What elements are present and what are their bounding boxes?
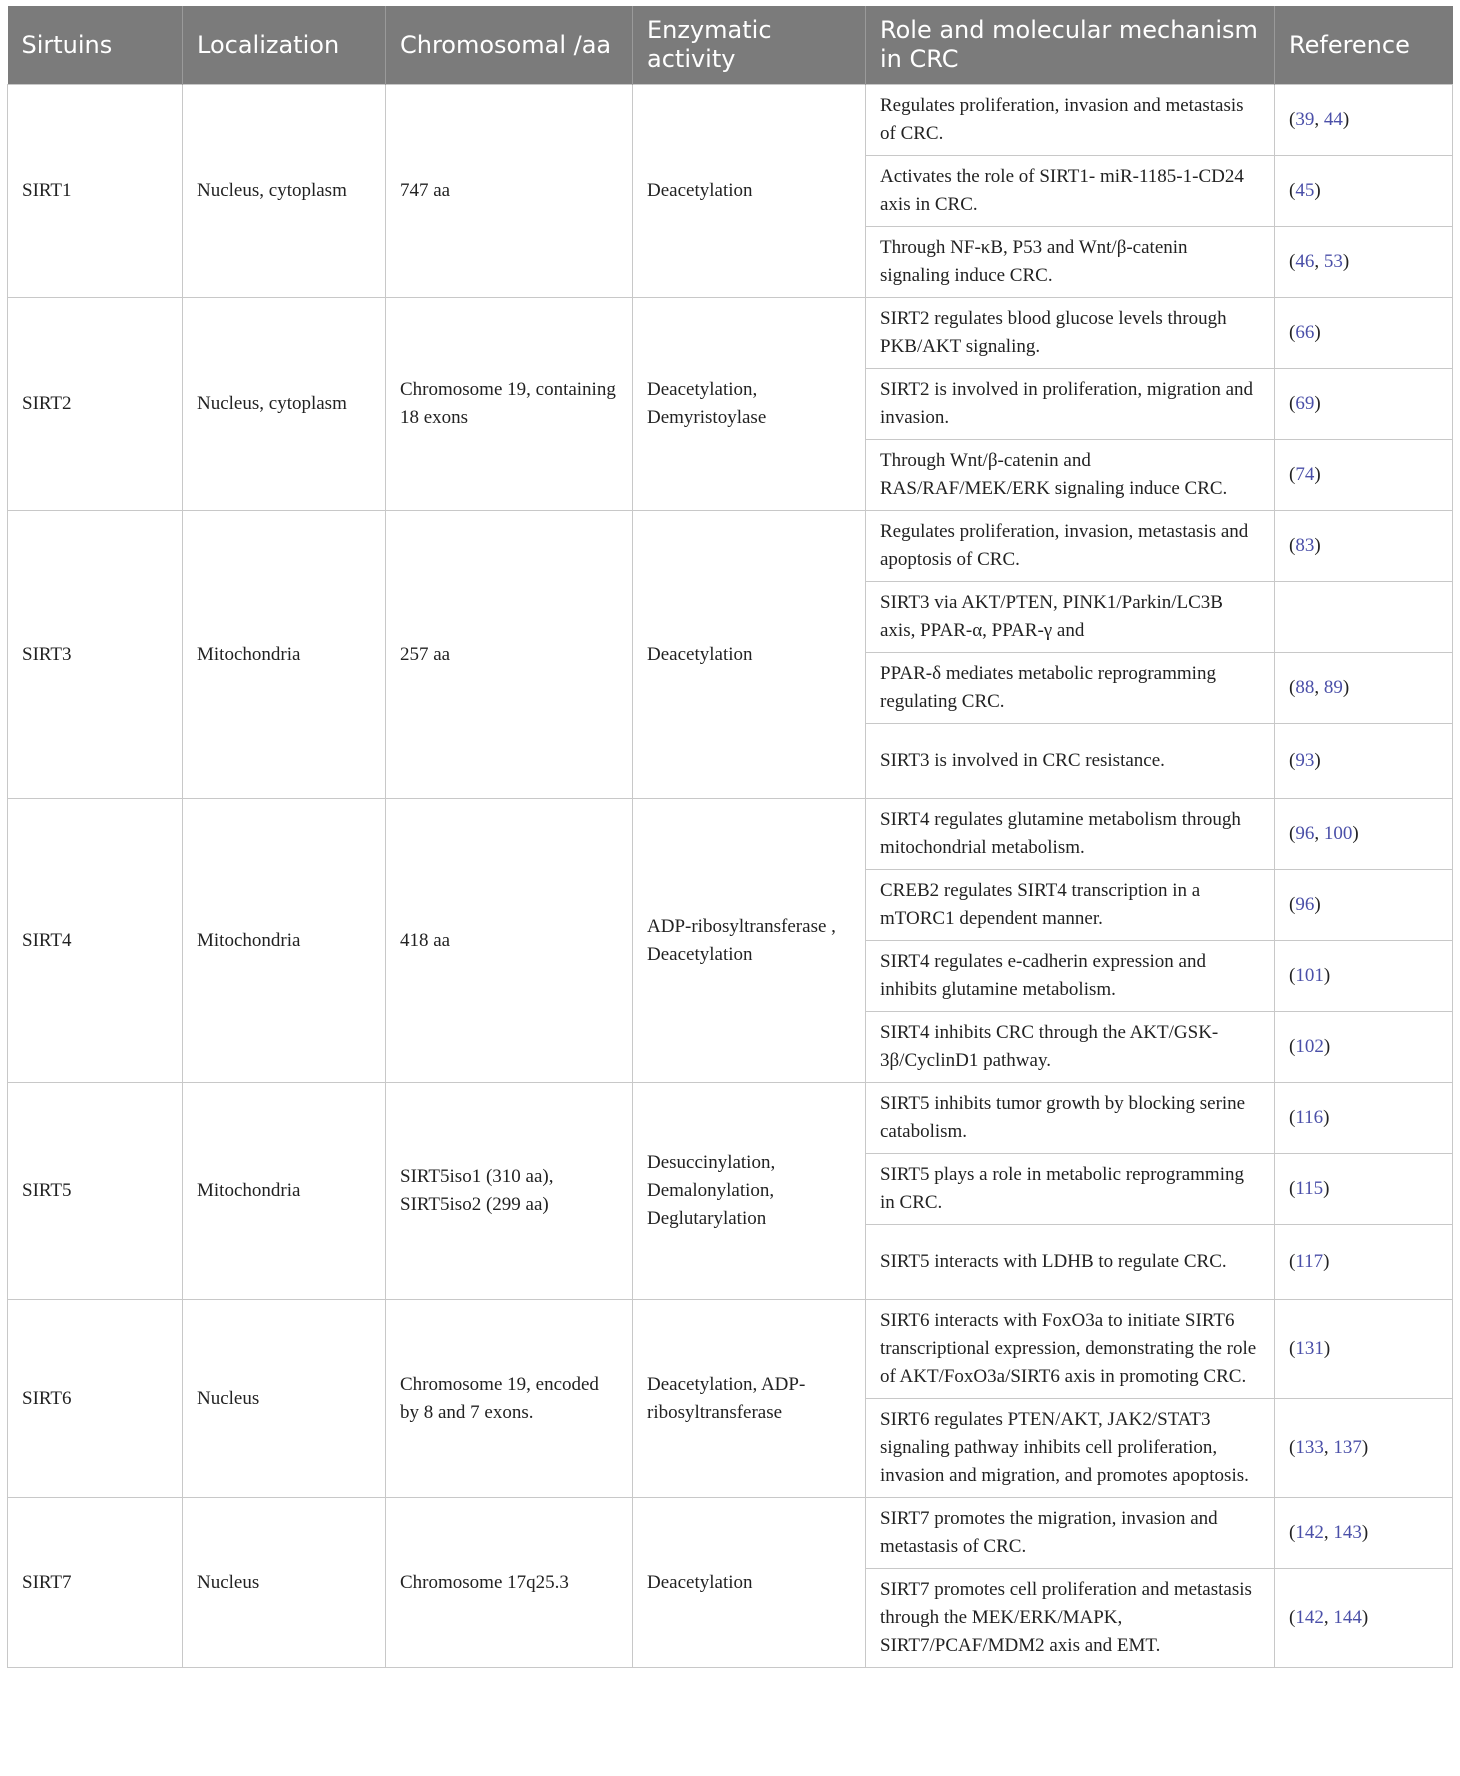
reference-link[interactable]: 100 bbox=[1323, 823, 1353, 844]
role-mechanism-cell: Through Wnt/β-catenin and RAS/RAF/MEK/ERK signaling induce CRC. bbox=[866, 440, 1275, 511]
role-mechanism-cell: SIRT4 regulates glutamine metabolism through mitochondrial metabolism. bbox=[866, 799, 1275, 870]
chromosomal-cell: Chromosome 17q25.3 bbox=[386, 1498, 633, 1668]
role-mechanism-cell: SIRT2 is involved in proliferation, migration and invasion. bbox=[866, 369, 1275, 440]
reference-link[interactable]: 74 bbox=[1295, 464, 1315, 485]
reference-link[interactable]: 53 bbox=[1323, 251, 1343, 272]
sirtuin-name: SIRT2 bbox=[8, 298, 183, 511]
reference-link[interactable]: 137 bbox=[1333, 1437, 1362, 1458]
reference-cell: (45) bbox=[1275, 156, 1453, 227]
sirtuin-name: SIRT5 bbox=[8, 1083, 183, 1300]
enzymatic-activity-cell: ADP-ribosyltransferase , Deacetylation bbox=[633, 799, 866, 1083]
chromosomal-cell: SIRT5iso1 (310 aa), SIRT5iso2 (299 aa) bbox=[386, 1083, 633, 1300]
role-mechanism-cell: SIRT7 promotes cell proliferation and metastasis through the MEK/ERK/MAPK, SIRT7/PCAF/MDM2 axis and EMT. bbox=[866, 1569, 1275, 1668]
table-row bbox=[8, 511, 1453, 582]
reference-link[interactable]: 133 bbox=[1295, 1437, 1324, 1458]
reference-link[interactable]: 93 bbox=[1295, 750, 1315, 771]
reference-cell: (83) bbox=[1275, 511, 1453, 582]
localization-cell: Mitochondria bbox=[183, 511, 386, 799]
header-role-mechanism: Role and molecular mechanism in CRC bbox=[866, 6, 1275, 85]
table-row bbox=[8, 799, 1453, 870]
enzymatic-activity-cell: Deacetylation bbox=[633, 511, 866, 799]
role-mechanism-cell: PPAR-δ mediates metabolic reprogramming regulating CRC. bbox=[866, 653, 1275, 724]
enzymatic-activity-cell: Deacetylation bbox=[633, 1498, 866, 1668]
role-mechanism-cell: Regulates proliferation, invasion and metastasis of CRC. bbox=[866, 85, 1275, 156]
reference-cell: (93) bbox=[1275, 724, 1453, 799]
enzymatic-activity-cell: Deacetylation, Demyristoylase bbox=[633, 298, 866, 511]
enzymatic-activity-cell: Desuccinylation, Demalonylation, Deglutarylation bbox=[633, 1083, 866, 1300]
role-mechanism-cell: SIRT3 is involved in CRC resistance. bbox=[866, 724, 1275, 799]
table-row bbox=[8, 1300, 1453, 1399]
reference-cell: (39, 44) bbox=[1275, 85, 1453, 156]
reference-link[interactable]: 69 bbox=[1295, 393, 1315, 414]
localization-cell: Mitochondria bbox=[183, 799, 386, 1083]
table-body bbox=[8, 85, 1453, 1668]
header-row bbox=[8, 6, 1453, 85]
table-row bbox=[8, 1083, 1453, 1154]
sirtuin-name: SIRT7 bbox=[8, 1498, 183, 1668]
reference-link[interactable]: 83 bbox=[1295, 535, 1315, 556]
reference-link[interactable]: 96 bbox=[1295, 894, 1315, 915]
reference-cell: (69) bbox=[1275, 369, 1453, 440]
reference-link[interactable]: 116 bbox=[1295, 1107, 1324, 1128]
reference-link[interactable]: 96 bbox=[1295, 823, 1315, 844]
role-mechanism-cell: SIRT2 regulates blood glucose levels through PKB/AKT signaling. bbox=[866, 298, 1275, 369]
role-mechanism-cell: SIRT4 regulates e-cadherin expression and inhibits glutamine metabolism. bbox=[866, 941, 1275, 1012]
reference-link[interactable]: 142 bbox=[1295, 1607, 1324, 1628]
role-mechanism-cell: SIRT5 interacts with LDHB to regulate CRC. bbox=[866, 1225, 1275, 1300]
chromosomal-cell: Chromosome 19, encoded by 8 and 7 exons. bbox=[386, 1300, 633, 1498]
reference-link[interactable]: 115 bbox=[1295, 1178, 1324, 1199]
reference-link[interactable]: 66 bbox=[1295, 322, 1315, 343]
reference-cell: (96, 100) bbox=[1275, 799, 1453, 870]
reference-link[interactable]: 89 bbox=[1323, 677, 1343, 698]
reference-link[interactable]: 46 bbox=[1295, 251, 1315, 272]
reference-cell: (74) bbox=[1275, 440, 1453, 511]
role-mechanism-cell: SIRT3 via AKT/PTEN, PINK1/Parkin/LC3B axis, PPAR-α, PPAR-γ and bbox=[866, 582, 1275, 653]
sirtuin-name: SIRT4 bbox=[8, 799, 183, 1083]
header-localization: Localization bbox=[183, 6, 386, 85]
role-mechanism-cell: Regulates proliferation, invasion, metastasis and apoptosis of CRC. bbox=[866, 511, 1275, 582]
sirtuins-table bbox=[7, 6, 1453, 1668]
role-mechanism-cell: CREB2 regulates SIRT4 transcription in a mTORC1 dependent manner. bbox=[866, 870, 1275, 941]
sirtuin-name: SIRT3 bbox=[8, 511, 183, 799]
localization-cell: Nucleus, cytoplasm bbox=[183, 298, 386, 511]
localization-cell: Nucleus bbox=[183, 1498, 386, 1668]
table-wrapper bbox=[7, 6, 1452, 1668]
localization-cell: Nucleus, cytoplasm bbox=[183, 85, 386, 298]
reference-link[interactable]: 101 bbox=[1295, 965, 1324, 986]
localization-cell: Mitochondria bbox=[183, 1083, 386, 1300]
reference-cell: (88, 89) bbox=[1275, 653, 1453, 724]
header-enzymatic-activity: Enzymatic activity bbox=[633, 6, 866, 85]
enzymatic-activity-cell: Deacetylation, ADP-ribosyltransferase bbox=[633, 1300, 866, 1498]
reference-cell: (66) bbox=[1275, 298, 1453, 369]
reference-cell: (117) bbox=[1275, 1225, 1453, 1300]
reference-cell: (115) bbox=[1275, 1154, 1453, 1225]
reference-link[interactable]: 39 bbox=[1295, 109, 1315, 130]
reference-link[interactable]: 142 bbox=[1295, 1522, 1324, 1543]
reference-link[interactable]: 117 bbox=[1295, 1251, 1324, 1272]
role-mechanism-cell: SIRT5 plays a role in metabolic reprogramming in CRC. bbox=[866, 1154, 1275, 1225]
reference-link[interactable]: 102 bbox=[1295, 1036, 1324, 1057]
reference-cell: (142, 143) bbox=[1275, 1498, 1453, 1569]
role-mechanism-cell: SIRT5 inhibits tumor growth by blocking serine catabolism. bbox=[866, 1083, 1275, 1154]
role-mechanism-cell: SIRT6 regulates PTEN/AKT, JAK2/STAT3 signaling pathway inhibits cell proliferation, invasion and migration, and promotes apoptosis. bbox=[866, 1399, 1275, 1498]
reference-cell: (101) bbox=[1275, 941, 1453, 1012]
reference-link[interactable]: 45 bbox=[1295, 180, 1315, 201]
table-row bbox=[8, 298, 1453, 369]
enzymatic-activity-cell: Deacetylation bbox=[633, 85, 866, 298]
reference-link[interactable]: 131 bbox=[1295, 1338, 1324, 1359]
chromosomal-cell: 257 aa bbox=[386, 511, 633, 799]
reference-cell: (116) bbox=[1275, 1083, 1453, 1154]
reference-cell bbox=[1275, 582, 1453, 653]
role-mechanism-cell: Activates the role of SIRT1- miR-1185-1-CD24 axis in CRC. bbox=[866, 156, 1275, 227]
sirtuin-name: SIRT1 bbox=[8, 85, 183, 298]
reference-link[interactable]: 44 bbox=[1323, 109, 1343, 130]
reference-link[interactable]: 143 bbox=[1333, 1522, 1362, 1543]
table-row bbox=[8, 85, 1453, 156]
role-mechanism-cell: SIRT4 inhibits CRC through the AKT/GSK-3β/CyclinD1 pathway. bbox=[866, 1012, 1275, 1083]
chromosomal-cell: 747 aa bbox=[386, 85, 633, 298]
table-row bbox=[8, 1498, 1453, 1569]
role-mechanism-cell: SIRT6 interacts with FoxO3a to initiate SIRT6 transcriptional expression, demonstrating the role of AKT/FoxO3a/SIRT6 axis in promoting CRC. bbox=[866, 1300, 1275, 1399]
reference-cell: (96) bbox=[1275, 870, 1453, 941]
reference-link[interactable]: 88 bbox=[1295, 677, 1315, 698]
localization-cell: Nucleus bbox=[183, 1300, 386, 1498]
reference-cell: (131) bbox=[1275, 1300, 1453, 1399]
reference-cell: (133, 137) bbox=[1275, 1399, 1453, 1498]
reference-link[interactable]: 144 bbox=[1333, 1607, 1362, 1628]
header-sirtuins: Sirtuins bbox=[8, 6, 183, 85]
chromosomal-cell: Chromosome 19, containing 18 exons bbox=[386, 298, 633, 511]
reference-cell: (46, 53) bbox=[1275, 227, 1453, 298]
role-mechanism-cell: Through NF-κB, P53 and Wnt/β-catenin signaling induce CRC. bbox=[866, 227, 1275, 298]
sirtuin-name: SIRT6 bbox=[8, 1300, 183, 1498]
chromosomal-cell: 418 aa bbox=[386, 799, 633, 1083]
reference-cell: (102) bbox=[1275, 1012, 1453, 1083]
header-reference: Reference bbox=[1275, 6, 1453, 85]
reference-cell: (142, 144) bbox=[1275, 1569, 1453, 1668]
role-mechanism-cell: SIRT7 promotes the migration, invasion and metastasis of CRC. bbox=[866, 1498, 1275, 1569]
header-chromosomal: Chromosomal /aa bbox=[386, 6, 633, 85]
